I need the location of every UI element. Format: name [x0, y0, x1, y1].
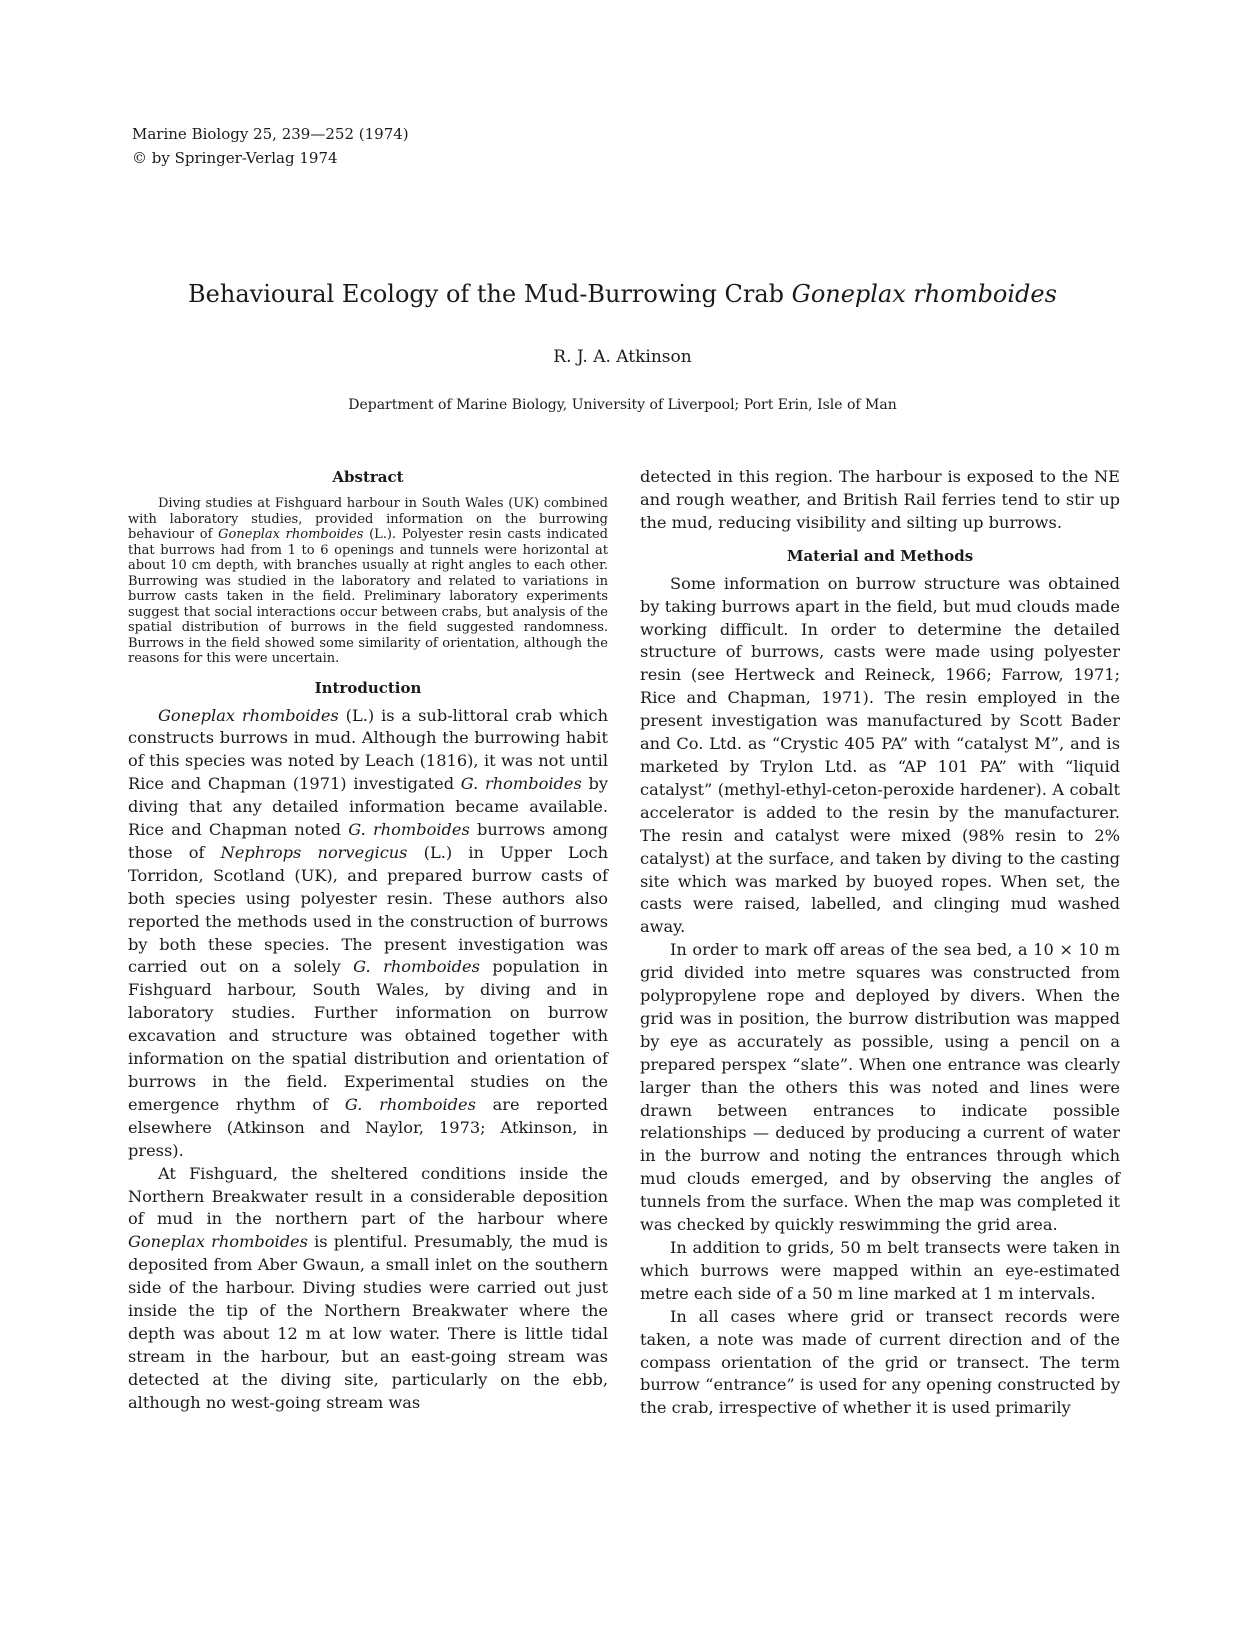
left-column [128, 466, 608, 1415]
introduction-paragraph: Goneplax rhomboides (L.) is a sub-littoral crab which constructs burrows in mud. Although the burrowing habit of this species was noted by Leach (1816), it was not until Rice and Chapman (1971) investigated G. rhomboides by diving that any detailed information became available. Rice and Chapman noted G. rhomboides burrows among those of Nephrops norvegicus (L.) in Upper Loch Torridon, Scotland (UK), and prepared burrow casts of both species using polyester resin. These authors also reported the methods used in the construction of burrows by both these species. The present investigation was carried out on a solely G. rhomboides population in Fishguard harbour, South Wales, by diving and in laboratory studies. Further information on burrow excavation and structure was obtained together with information on the spatial distribution and orientation of burrows in the field. Experimental studies on the emergence rhythm of G. rhomboides are reported elsewhere (Atkinson and Naylor, 1973; Atkinson, in press). [128, 705, 609, 1160]
introduction-heading: Introduction [314, 678, 422, 697]
continuation-paragraph: detected in this region. The harbour is exposed to the NE and rough weather, and British Rail ferries tend to stir up the mud, reducing visibility and silting up burrows. [640, 467, 1120, 532]
abstract-heading: Abstract [332, 468, 404, 486]
abstract-text: Diving studies at Fishguard harbour in South Wales (UK) combined with laboratory studies, provided information on the burrowing behaviour of Goneplax rhomboides (L.). Polyester resin casts indicated that burrows had from 1 to 6 openings and tunnels were horizontal at about 10 cm depth, with branches usually at right angles to each other. Burrowing was studied in the laboratory and related to variations in burrow casts taken in the field. Preliminary laboratory experiments suggest that social interactions occur between crabs, but analysis of the spatial distribution of burrows in the field suggested randomness. Burrows in the field showed some similarity of orientation, although the reasons for this were uncertain. [128, 496, 608, 666]
right-column [640, 466, 1120, 1420]
methods-paragraph: In all cases where grid or transect records were taken, a note was made of current direction and of the compass orientation of the grid or transect. The term burrow “entrance” is used for any opening constructed by the crab, irrespective of whether it is used primarily [640, 1306, 1120, 1418]
methods-paragraph: In order to mark off areas of the sea bed, a 10 × 10 m grid divided into metre squares was constructed from polypropylene rope and deployed by divers. When the grid was in position, the burrow distribution was mapped by eye as accurately as possible, using a pencil on a prepared perspex “slate”. When one entrance was clearly larger than the others this was noted and lines were drawn between entrances to indicate possible relationships — deduced by producing a current of water in the burrow and noting the entrances through which mud clouds emerged, and by observing the angles of tunnels from the surface. When the map was completed it was checked by quickly reswimming the grid area. [640, 940, 1120, 1235]
paper-title [0, 280, 1245, 308]
methods-paragraph: Some information on burrow structure was obtained by taking burrows apart in the field, but mud clouds made working difficult. In order to determine the detailed structure of burrows, casts were made using polyester resin (see Hertweck and Reineck, 1966; Farrow, 1971; Rice and Chapman, 1971). The resin employed in the present investigation was manufactured by Scott Bader and Co. Ltd. as “Crystic 405 PA” with “catalyst M”, and is marketed by Trylon Ltd. as “AP 101 PA” with “liquid catalyst” (methyl-ethyl-ceton-peroxide hardener). A cobalt accelerator is added to the resin by the manufacturer. The resin and catalyst were mixed (98% resin to 2% catalyst) at the surface, and taken by diving to the casting site which was marked by buoyed ropes. When set, the casts were raised, labelled, and clinging mud washed away. [640, 573, 1120, 937]
introduction-paragraph: At Fishguard, the sheltered conditions inside the Northern Breakwater result in a considerable deposition of mud in the northern part of the harbour where Goneplax rhomboides is plentiful. Presumably, the mud is deposited from Aber Gwaun, a small inlet on the southern side of the harbour. Diving studies were carried out just inside the tip of the Northern Breakwater where the depth was about 12 m at low water. There is little tidal stream in the harbour, but an east-going stream was detected at the diving site, particularly on the ebb, although no west-going stream was [128, 1163, 608, 1412]
title-species: Goneplax rhomboides [791, 280, 1057, 308]
methods-heading: Material and Methods [786, 546, 974, 565]
journal-header [132, 122, 409, 170]
journal-citation: Marine Biology 25, 239—252 (1974) [132, 125, 409, 143]
copyright-line: © by Springer-Verlag 1974 [132, 149, 338, 167]
methods-paragraph: In addition to grids, 50 m belt transects were taken in which burrows were mapped within an eye-estimated metre each side of a 50 m line marked at 1 m intervals. [640, 1238, 1120, 1303]
author-affiliation: Department of Marine Biology, University of Liverpool; Port Erin, Isle of Man [348, 397, 897, 413]
title-main: Behavioural Ecology of the Mud-Burrowing Crab [188, 280, 792, 308]
author-name: R. J. A. Atkinson [553, 347, 692, 367]
